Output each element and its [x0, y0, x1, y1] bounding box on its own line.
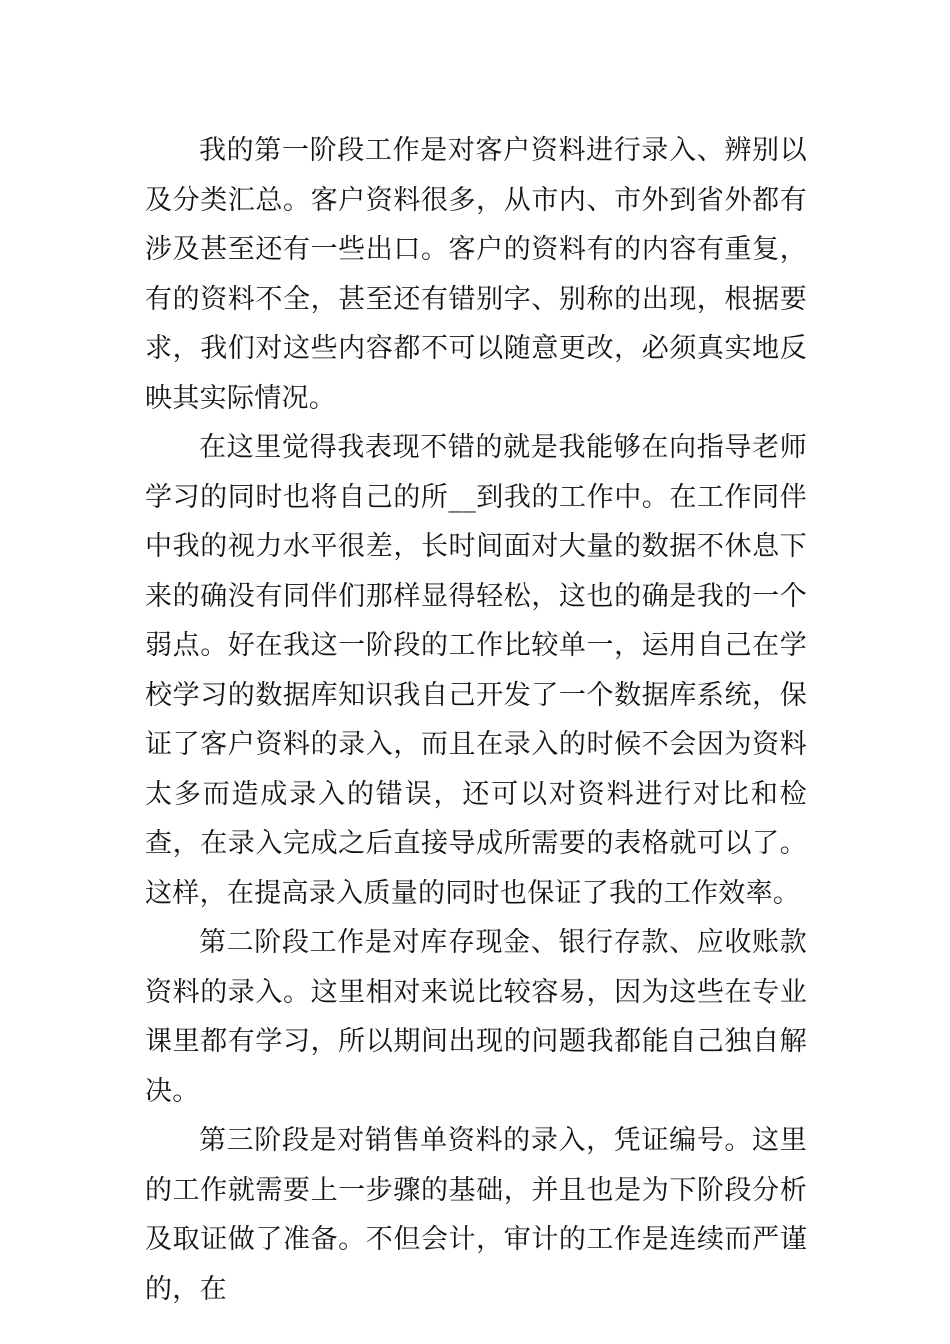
paragraph-2: 在这里觉得我表现不错的就是我能够在向指导老师学习的同时也将自己的所__到我的工作中。在工作同伴中我的视力水平很差，长时间面对大量的数据不休息下来的确没有同伴们那样显得轻松，这也的确是我的一个弱点。好在我这一阶段的工作比较单一，运用自己在学校学习的数据库知识我自己开发了一个数据库系统，保证了客户资料的录入，而且在录入的时候不会因为资料太多而造成录入的错误，还可以对资料进行对比和检查，在录入完成之后直接导成所需要的表格就可以了。这样，在提高录入质量的同时也保证了我的工作效率。 — [145, 432, 807, 909]
paragraph-1: 我的第一阶段工作是对客户资料进行录入、辨别以及分类汇总。客户资料很多，从市内、市外到省外都有涉及甚至还有一些出口。客户的资料有的内容有重复，有的资料不全，甚至还有错别字、别称的出现，根据要求，我们对这些内容都不可以随意更改，必须真实地反映其实际情况。 — [145, 135, 807, 414]
document-body — [145, 126, 807, 1314]
paragraph-4: 第三阶段是对销售单资料的录入，凭证编号。这里的工作就需要上一步骤的基础，并且也是为下阶段分析及取证做了准备。不但会计，审计的工作是连续而严谨的，在 — [145, 1125, 807, 1305]
paragraph-3: 第二阶段工作是对库存现金、银行存款、应收账款资料的录入。这里相对来说比较容易，因为这些在专业课里都有学习，所以期间出现的问题我都能自己独自解决。 — [145, 927, 807, 1107]
